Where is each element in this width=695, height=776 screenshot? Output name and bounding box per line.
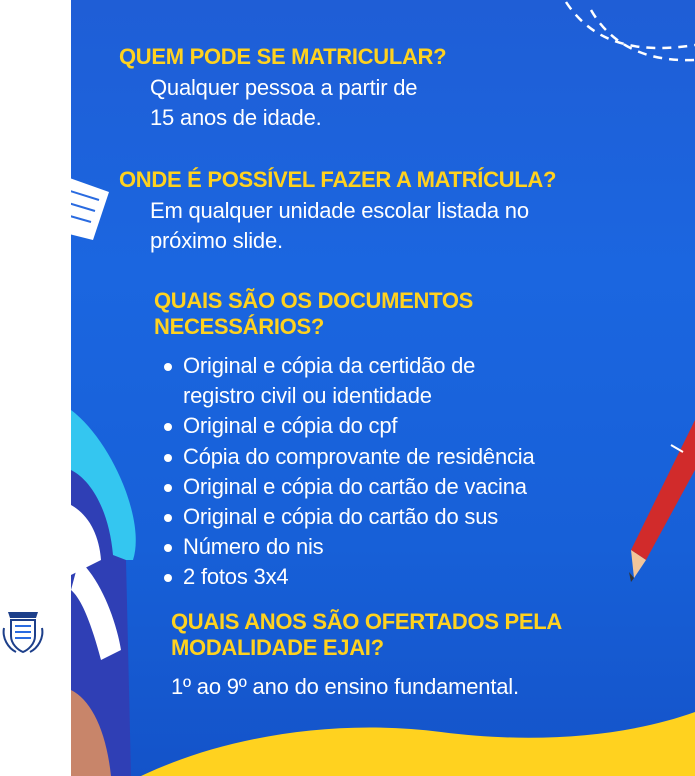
heading-line: MODALIDADE EJAI? — [171, 635, 384, 660]
list-item — [163, 351, 535, 411]
list-item — [163, 532, 535, 562]
list-item-text: registro civil ou identidade — [183, 383, 432, 409]
section-text-who — [150, 73, 417, 133]
section-text-where — [150, 196, 529, 256]
list-item-text: Cópia do comprovante de residência — [183, 443, 535, 469]
yellow-wave-decoration — [141, 712, 695, 776]
text-line: próximo slide. — [150, 228, 283, 253]
section-text-years — [171, 672, 519, 702]
text-line: Em qualquer unidade escolar listada no — [150, 198, 529, 223]
heading-line: NECESSÁRIOS? — [154, 314, 324, 339]
section-heading-where: ONDE É POSSÍVEL FAZER A MATRÍCULA? — [119, 167, 557, 192]
paper-sheet-decoration — [71, 175, 109, 240]
list-item — [163, 442, 535, 472]
dashed-circle-decoration — [566, 2, 695, 60]
list-item-text: Número do nis — [183, 534, 324, 560]
heading-line: QUAIS ANOS SÃO OFERTADOS PELA — [171, 609, 562, 634]
list-item-text: Original e cópia da certidão de — [183, 353, 476, 378]
list-item — [163, 562, 535, 592]
list-item-text: Original e cópia do cartão do sus — [183, 504, 499, 530]
list-item-text: 2 fotos 3x4 — [183, 564, 289, 590]
text-line: 15 anos de idade. — [150, 105, 322, 130]
documents-list — [163, 351, 535, 593]
text-line: 1º ao 9º ano do ensino fundamental. — [171, 674, 519, 699]
pencil-decoration — [629, 420, 695, 582]
list-item-text: Original e cópia do cpf — [183, 413, 398, 439]
list-item-text: Original e cópia do cartão de vacina — [183, 473, 527, 499]
text-line: Qualquer pessoa a partir de — [150, 75, 418, 100]
list-item — [163, 502, 535, 532]
heading-line: QUAIS SÃO OS DOCUMENTOS — [154, 288, 474, 313]
list-item — [163, 411, 535, 441]
section-heading-documents — [154, 288, 473, 340]
section-heading-who: QUEM PODE SE MATRICULAR? — [119, 44, 447, 69]
municipal-crest-icon — [2, 608, 44, 656]
section-heading-years — [171, 609, 562, 661]
list-item — [163, 472, 535, 502]
